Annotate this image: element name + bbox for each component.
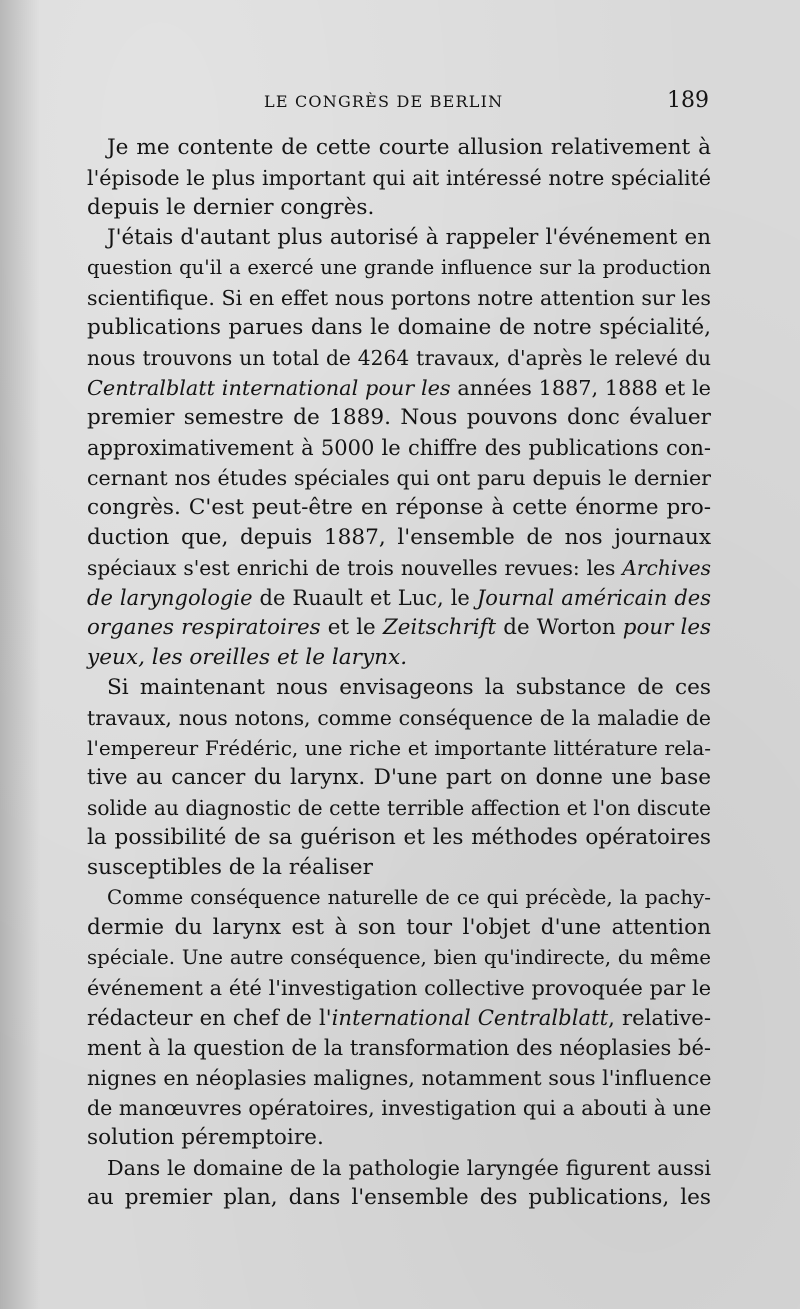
text-line: premier semestre de 1889. Nous pouvons donc évaluer xyxy=(87,405,711,430)
text-line: solution péremptoire. xyxy=(87,1125,324,1150)
text-line: susceptibles de la réaliser xyxy=(87,855,373,880)
text-line: J'étais d'autant plus autorisé à rappeler l'événement en xyxy=(107,225,711,250)
text-line: yeux, les oreilles et le larynx. xyxy=(87,645,408,670)
text-line: Je me contente de cette courte allusion relativement à xyxy=(107,135,711,160)
text-line: congrès. C'est peut-être en réponse à cette énorme pro- xyxy=(87,495,711,520)
binding-shadow xyxy=(0,0,40,1309)
text-line: Comme conséquence naturelle de ce qui précède, la pachy- xyxy=(107,886,711,909)
text-line: rédacteur en chef de l'international Centralblatt, relative- xyxy=(87,1005,711,1030)
text-line: dermie du larynx est à son tour l'objet d'une attention xyxy=(87,915,711,940)
text-line: l'empereur Frédéric, une riche et importante littérature rela- xyxy=(87,736,711,760)
text-line: publications parues dans le domaine de notre spécialité, xyxy=(87,315,711,340)
text-line: scientifique. Si en effet nous portons notre attention sur les xyxy=(87,286,711,310)
text-line: l'épisode le plus important qui ait intéressé notre spécialité xyxy=(87,166,711,190)
text-line: nous trouvons un total de 4264 travaux, d'après le relevé du xyxy=(87,346,711,370)
text-line: spéciaux s'est enrichi de trois nouvelles revues: les Archives xyxy=(87,556,711,580)
text-line: cernant nos études spéciales qui ont paru depuis le dernier xyxy=(87,466,711,490)
text-line: la possibilité de sa guérison et les méthodes opératoires xyxy=(87,825,711,850)
text-line: Si maintenant nous envisageons la substance de ces xyxy=(107,675,711,700)
page-number: 189 xyxy=(667,88,709,113)
text-line: de laryngologie de Ruault et Luc, le Journal américain des xyxy=(87,586,711,610)
text-line: organes respiratoires et le Zeitschrift de Worton pour les xyxy=(87,615,711,640)
text-line: question qu'il a exercé une grande influence sur la production xyxy=(87,256,711,279)
text-line: événement a été l'investigation collective provoquée par le xyxy=(87,976,711,1000)
paragraph-5 xyxy=(87,1153,711,1213)
text-line: duction que, depuis 1887, l'ensemble de nos journaux xyxy=(87,525,711,550)
paragraph-3 xyxy=(87,673,711,883)
page-header xyxy=(87,88,713,118)
text-line: Dans le domaine de la pathologie laryngée figurent aussi xyxy=(107,1156,711,1180)
page-body xyxy=(87,133,711,1213)
paragraph-1 xyxy=(87,133,711,223)
text-line: travaux, nous notons, comme conséquence de la maladie de xyxy=(87,706,711,730)
running-title: LE CONGRÈS DE BERLIN xyxy=(264,92,504,111)
text-line: depuis le dernier congrès. xyxy=(87,195,375,220)
text-line: Centralblatt international pour les années 1887, 1888 et le xyxy=(87,376,711,400)
text-line: solide au diagnostic de cette terrible affection et l'on discute xyxy=(87,796,711,820)
text-line: nignes en néoplasies malignes, notamment sous l'influence xyxy=(87,1066,712,1090)
text-line: spéciale. Une autre conséquence, bien qu'indirecte, du même xyxy=(87,946,711,969)
text-line: ment à la question de la transformation des néoplasies bé- xyxy=(87,1036,711,1060)
text-line: de manœuvres opératoires, investigation qui a abouti à une xyxy=(87,1096,712,1120)
paragraph-4 xyxy=(87,883,711,1153)
text-line: au premier plan, dans l'ensemble des publications, les xyxy=(87,1185,711,1210)
paragraph-2 xyxy=(87,223,711,673)
text-line: tive au cancer du larynx. D'une part on donne une base xyxy=(87,765,711,790)
text-line: approximativement à 5000 le chiffre des publications con- xyxy=(87,436,711,460)
